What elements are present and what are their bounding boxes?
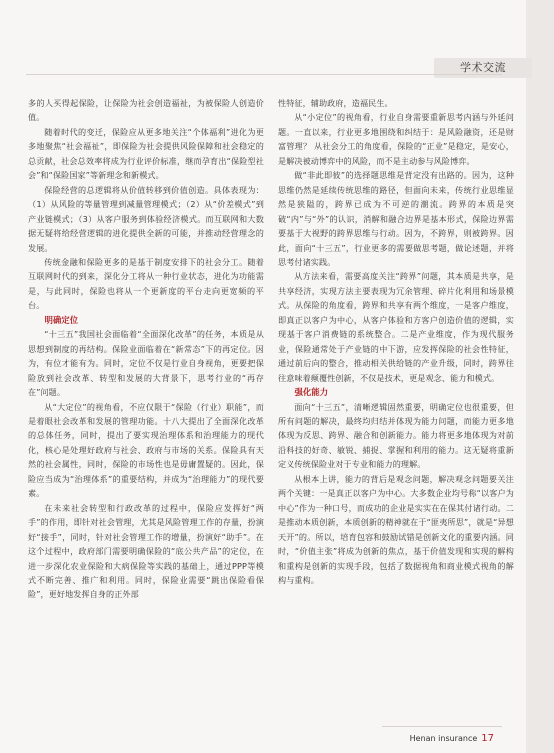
page-footer [410,733,494,744]
body-paragraph: 传统金融和保险更多的是基于制度安排下的社会分工。随着互联网时代的到来，深化分工将从一种行业状态，进化为功能需是，与此同时，保险也将从一个更新度的平台走向更宽频的平台。 [28,256,264,311]
body-paragraph: 保险经营的总逻辑将从价值转移到价值创造。具体表现为：（1）从风险的等量管理到减量管理模式；（2）从“价差模式”到产业链模式；（3）从客户服务到体验经济模式。而互联网和大数据无疑将给经营逻辑的进化提供全新的可能，并推动经营理念的发展。 [28,184,264,253]
body-paragraph: 从“大定位”的视角看，不应仅限于“保险（行业）职能”，而是着眼社会改革和发展的管理功能。十八大提出了全面深化改革的总体任务，同时，提出了要实现治理体系和治理能力的现代化，核心是处理好政府与社会、政府与市场的关系。保险具有天然的社会属性，同时，保险的市场性也是毋庸置疑的。因此，保险应当成为“治理体系”的重要结构，并成为“治理能力”的现代要素。 [28,401,264,499]
body-paragraph: 随着时代的变迁，保险应从更多地关注“个体福利”进化为更多地聚焦“社会福祉”，即保险为社会提供风险保障和社会稳定的总贡献，社会总效率将成为行业评价标准，继而孕育出“保险型社会”和“保险国家”等新理念和新模式。 [28,126,264,181]
body-paragraph: 从“小定位”的视角看，行业自身需要重新思考内涵与外延问题。一直以来，行业更多地围绕和纠结于：是风险融资，还是财富管理？ 从社会分工的角度看，保险的“正业”是稳定，是安心，是解决被动博弈中的风险，而不是主动参与风险博弈。 [278,112,514,166]
section-tab: 学术交流 [434,58,532,78]
body-paragraph: 性特征，辅助政府，造福民生。 [278,98,393,108]
body-paragraph: 做“非此即彼”的选择题思维是背定没有出路的。因为，这种思维仍然是延续传统思维的路径，但面向未来，传统行业思维显然是狭隘的，跨界已成为不可逆的潮流。跨界的本质是突破“内”与“外”的认识，消解和融合边界是基本形式，保险边界需要基于大视野的跨界思维与行动。因为，不跨界，则被跨界。因此，面向“十三五”，行业更多的需要做思考题，做论述题，并将思考付诸实践。 [278,170,514,267]
footer-rule [382,726,502,727]
left-column [28,96,264,602]
body-paragraph: “十三五”我国社会面临着“全面深化改革”的任务，本质是从思想到制度的再结构。保险业面临着在“新常态”下的再定位。因为，有位才能有为。同时，定位不仅是行业自身视角，更要把保险放到社会改革、转型和发展的大背景下，思考行业的“再存在”问题。 [28,329,264,398]
header-rule [26,74,502,75]
page-number: 17 [481,733,494,744]
body-paragraph: 从根本上讲，能力的背后是观念问题，解决观念问题要关注两个关键：一是真正以客户为中心。大多数企业均号称“以客户为中心”作为一种口号，而成功的企业是实实在在保其付诸行动。二是推动本质创新，本质创新的精神就在于“匪夷所思”，就是“异想天开”的。所以，培育包容和鼓励试错是创新文化的重要内涵。同时，“价值主张”将成为创新的焦点，基于价值发现和实现的解构和重构是创新的实现手段，包括了数据视角和商业模式视角的解构与重构。 [278,473,514,585]
body-paragraph: 面向“十三五”，清晰逻辑固然重要，明确定位也很重要，但所有问题的解决，最终均归结并体现为能力问题，而能力更多地体现为反思、跨界、融合和创新能力。能力将更多地体现为对前沿科技的好奇、敏锐、捕捉、掌握和利用的能力。这无疑将重新定义传统保险业对于专业和能力的理解。 [278,401,514,470]
body-paragraph: 在未来社会转型和行政改革的过程中，保险应发挥好“两手”的作用，即针对社会管理，尤其是风险管理工作的存量，扮演好“接手”，同时，针对社会管理工作的增量，扮演好“助手”。在这个过程中，政府部门需要明确保险的“底公共产品”的定位，在进一步深化农业保险和大病保险等实践的基础上，通过PPP等模式不断完善、推广和利用。同时，保险业需要“跳出保险看保险”，更好地发挥自身的正外部 [28,502,264,600]
right-column [278,96,514,587]
section-heading: 强化能力 [294,387,329,398]
page-edge [526,0,554,753]
body-paragraph: 多的人买得起保险，让保险为社会创造福祉，为被保险人创造价值。 [28,98,264,123]
journal-name: Henan insurance [409,734,478,743]
section-heading: 明确定位 [44,314,79,325]
body-paragraph: 从方法来看，需要高度关注“跨界”问题，其本质是共享，是共享经济，实现方法主要表现为冗余管理、碎片化利用和场景模式。从保险的角度看，跨界和共享有两个维度，一是客户维度，即真正以客户为中心，从客户体验和方客户创造价值的逻辑，实现基于客户消费链的系统整合。二是产业维度，作为现代服务业，保险通常处于产业链的中下游，应发挥保险的社会性特征，通过前后向的整合，推动相关供给链的产业升级，同时，跨界往往意味着颠覆性创新，不仅是技术，更是观念、能力和模式。 [278,271,514,383]
